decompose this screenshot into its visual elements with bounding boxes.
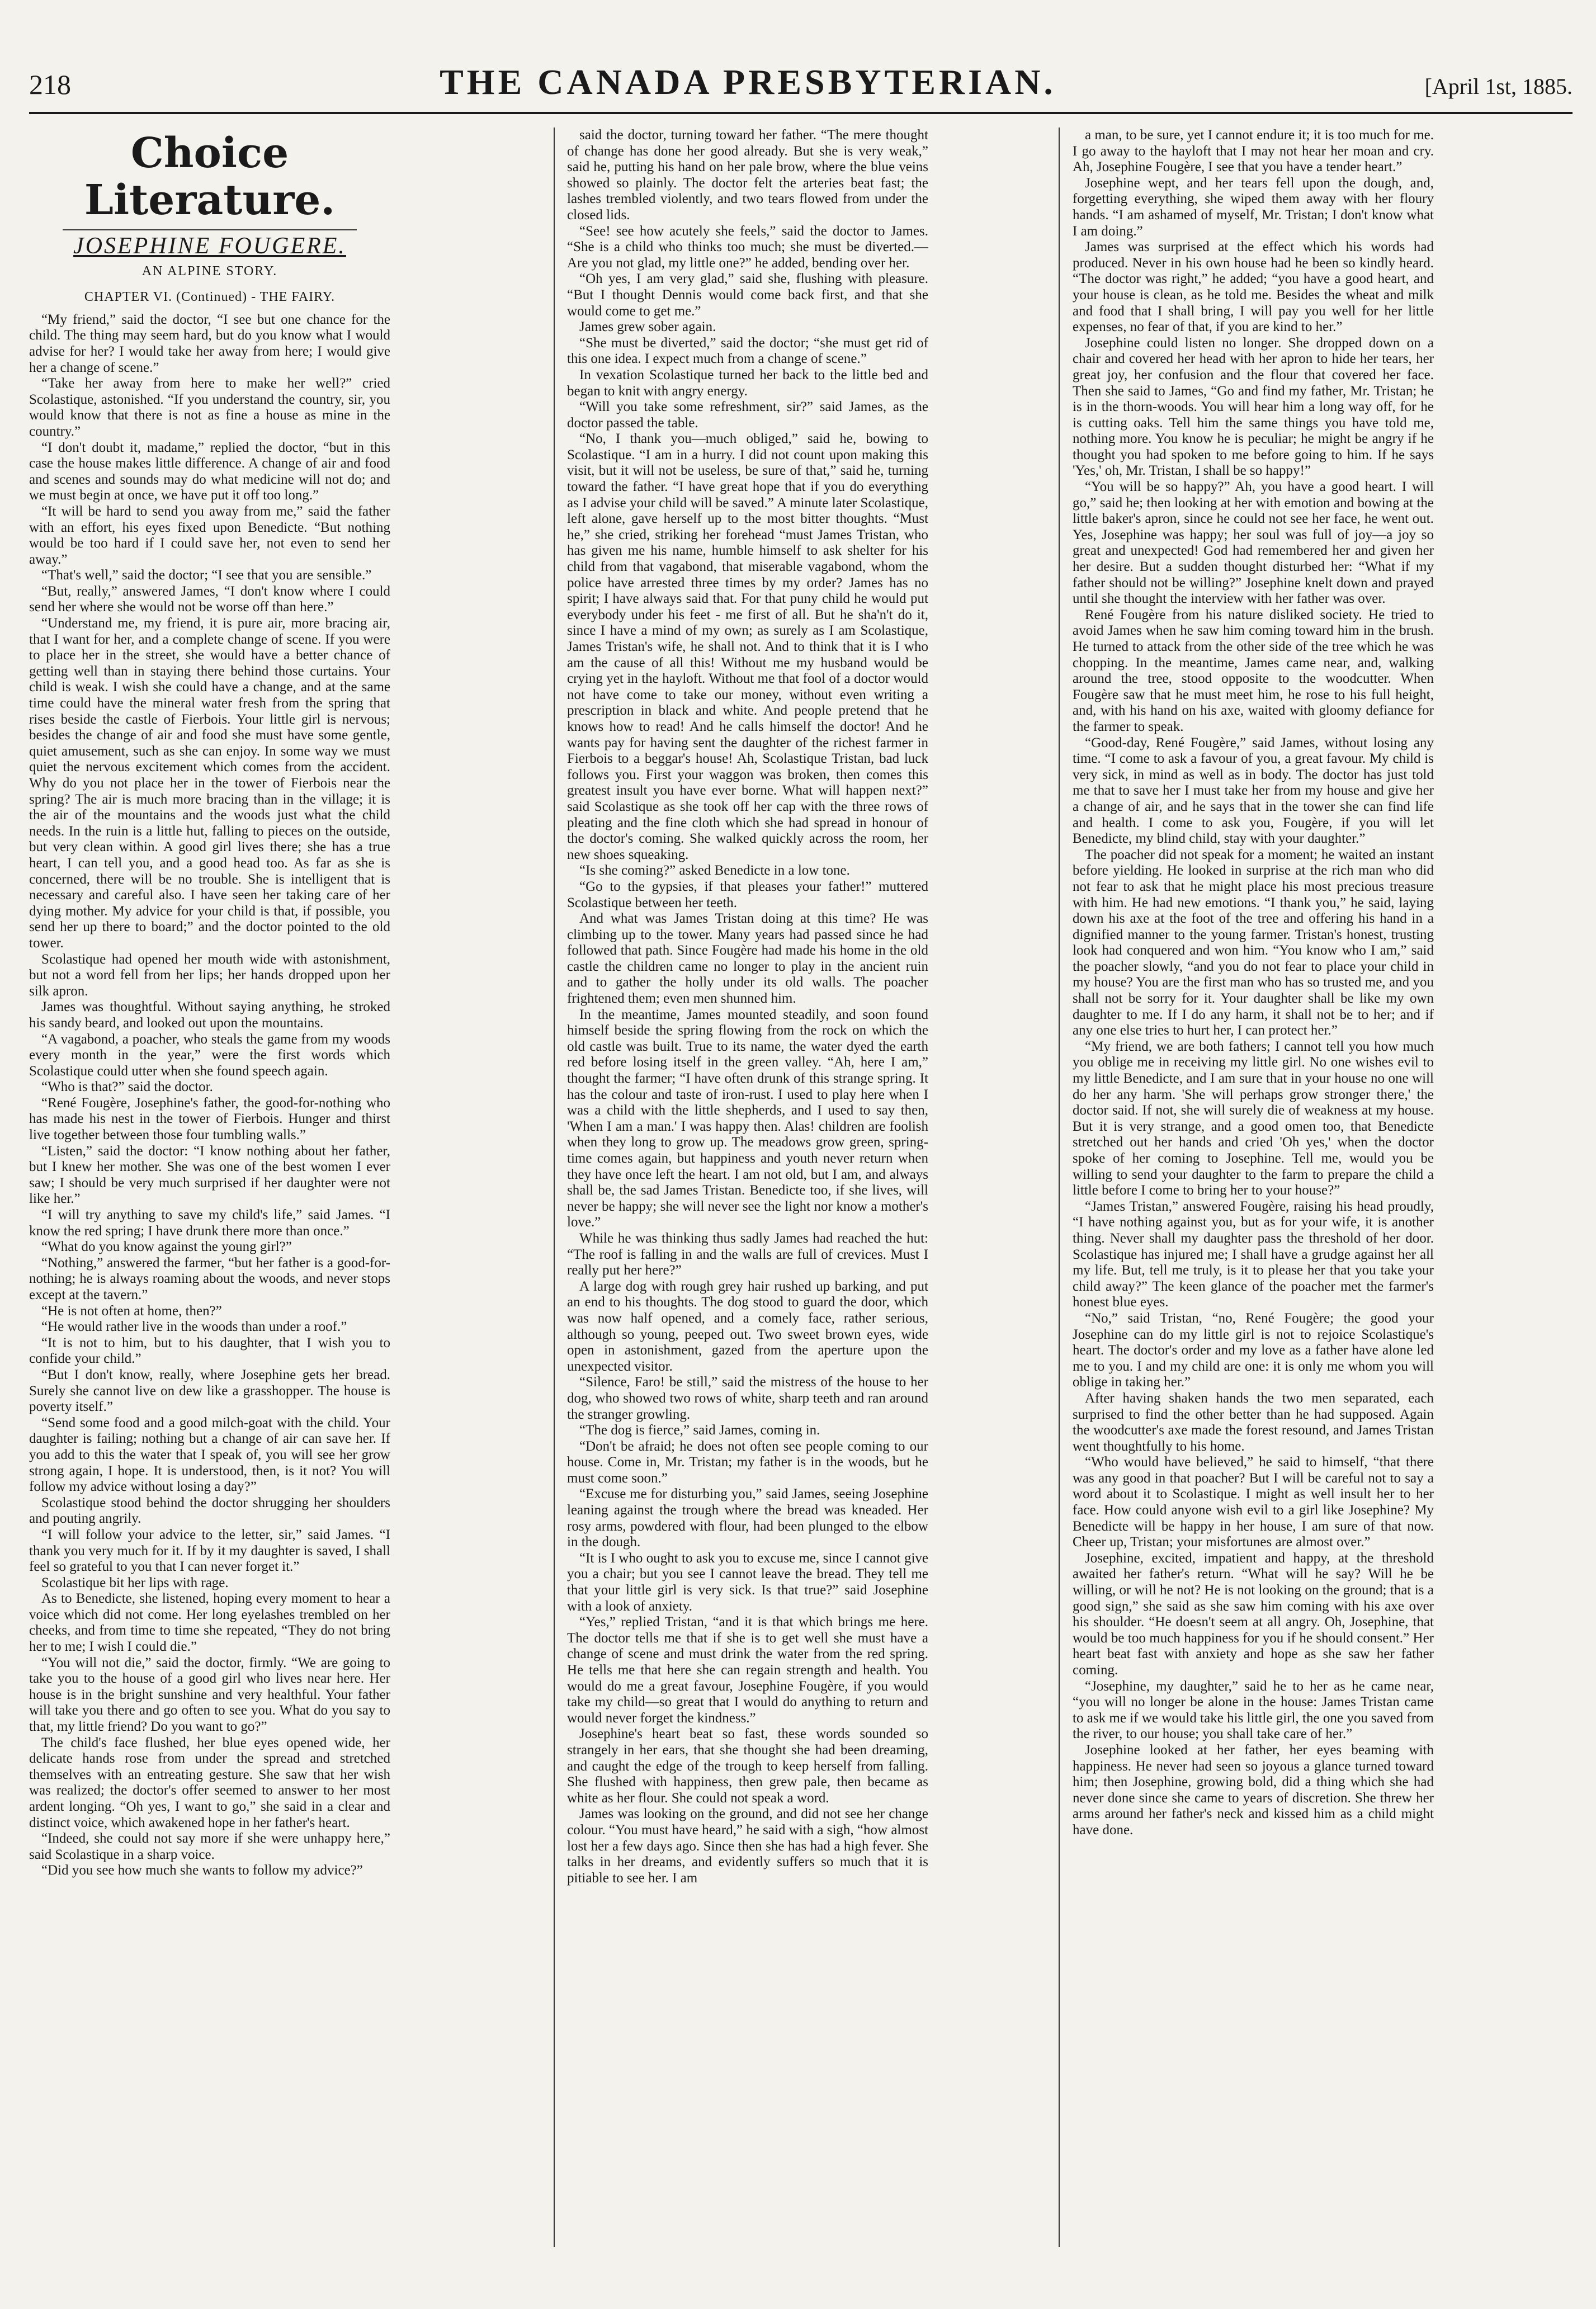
- paragraph: “You will not die,” said the doctor, firmly. “We are going to take you to the house of a good girl who lives near here. Her house is in the bright sunshine and very healthful. Your father will take you there and go often to see you. What do you say to that, my little friend? Do you want to go?”: [29, 1655, 390, 1735]
- paragraph: “I will try anything to save my child's life,” said James. “I know the red spring; I have drunk there more than once.”: [29, 1207, 390, 1239]
- paragraph: “Understand me, my friend, it is pure air, more bracing air, that I want for her, and a complete change of scene. If you were to place her in the street, she would have a better chance of getting well than in staying there behind those curtains. Your child is weak. I wish she could have a change, and at the same time could have the mineral water fresh from the spring that rises beside the castle of Fierbois. Your little girl is nervous; besides the change of air and food she must have some gentle, quiet amusement, such as she can enjoy. In some way we must quiet the nervous excitement which comes from the accident. Why do you not place her in the tower of Fierbois near the spring? The air is much more bracing than in the village; it is the air of the mountains and the woods just what the child needs. In the ruin is a little hut, falling to pieces on the outside, but very clean within. A good girl lives there; she has a true heart, I can tell you, and a good head too. As far as she is concerned, there will be no trouble. She is intelligent that is necessary and careful also. I have seen her taking care of her dying mother. My advice for your child is that, if possible, you send her up there to board;” and the doctor pointed to the old tower.: [29, 616, 390, 951]
- section-title: Choice Literature.: [84, 129, 336, 224]
- paragraph: “Don't be afraid; he does not often see people coming to our house. Come in, Mr. Tristan; my father is in the woods, but he must come soon.”: [567, 1438, 928, 1486]
- column-2: [567, 128, 928, 2247]
- paragraph: “Indeed, she could not say more if she were unhappy here,” said Scolastique in a sharp voice.: [29, 1831, 390, 1862]
- paragraph: “I will follow your advice to the letter, sir,” said James. “I thank you very much for it. If by it my daughter is saved, I shall feel so grateful to you that I can never forget it.”: [29, 1527, 390, 1575]
- paragraph: “My friend,” said the doctor, “I see but one chance for the child. The thing may seem hard, but do you know what I would advise for her? I would take her away from here; I would give her a change of scene.”: [29, 311, 390, 375]
- paragraph: “Oh yes, I am very glad,” said she, flushing with pleasure. “But I thought Dennis would come back first, and that she would come to get me.”: [567, 271, 928, 319]
- paragraph: Josephine could listen no longer. She dropped down on a chair and covered her head with her apron to hide her tears, her great joy, her confusion and the flour that covered her face. Then she said to James, “Go and find my father, Mr. Tristan; he is in the thorn-woods. You will hear him a long way off, for he is cutting oaks. Tell him the same things you have told me, nothing more. You know he is peculiar; he might be angry if he thought you had spoken to me before going to him. If he says 'Yes,' oh, Mr. Tristan, I shall be so happy!”: [1073, 335, 1434, 479]
- column-3-body: [1073, 128, 1434, 1839]
- paragraph: “Good-day, René Fougère,” said James, without losing any time. “I come to ask a favour of you, a great favour. My child is very sick, in mind as well as in body. The doctor has just told me that to save her I must take her from my house and give her a change of air, and he says that in the tower she can find life and health. I come to ask you, Fougère, if you will let Benedicte, my blind child, stay with your daughter.”: [1073, 735, 1434, 847]
- paragraph: “It is not to him, but to his daughter, that I wish you to confide your child.”: [29, 1335, 390, 1367]
- title-rule: [63, 229, 357, 230]
- paragraph: “René Fougère, Josephine's father, the good-for-nothing who has made his nest in the tower of Fierbois. Hunger and thirst live together between those four tumbling walls.”: [29, 1095, 390, 1143]
- paragraph: “Send some food and a good milch-goat with the child. Your daughter is failing; nothing but a change of air can save her. If you add to this the water that I speak of, you will see her grow strong again, I hope. It is understood, then, is it not? You will follow my advice without losing a day?”: [29, 1415, 390, 1495]
- paragraph: “It will be hard to send you away from me,” said the father with an effort, his eyes fixed upon Benedicte. “But nothing would be too hard if I could save her, not even to send her away.”: [29, 503, 390, 567]
- paragraph: “But, really,” answered James, “I don't know where I could send her where she would not be worse off than here.”: [29, 583, 390, 615]
- paragraph: “Take her away from here to make her well?” cried Scolastique, astonished. “If you understand the country, sir, you would know that there is not as fine a house as mine in the country.”: [29, 376, 390, 439]
- paragraph: “Did you see how much she wants to follow my advice?”: [41, 1863, 363, 1878]
- paragraph: “My friend, we are both fathers; I cannot tell you how much you oblige me in receiving my little girl. No one wishes evil to my little Benedicte, and I am sure that in your house no one will do her any harm. 'She will perhaps grow stronger there,' the doctor said. If not, she will surely die of weakness at my house. But it is very strange, and a good omen too, that Benedicte stretched out her hands and cried 'Oh yes,' when the doctor spoke of her coming to Josephine. Tell me, would you be willing to send your daughter to the farm to prepare the child a little before I come to bring her to your house?”: [1073, 1038, 1434, 1198]
- newspaper-title: THE CANADA PRESBYTERIAN.: [440, 62, 1056, 102]
- paragraph: “Josephine, my daughter,” said he to her as he came near, “you will no longer be alone in the house: James Tristan came to ask me if we would take his little girl, the one you saved from the river, to our house; you shall take care of her.”: [1073, 1678, 1434, 1742]
- paragraph: “It is I who ought to ask you to excuse me, since I cannot give you a chair; but you see I cannot leave the bread. They tell me that your little girl is very sick. Is that true?” said Josephine with a look of anxiety.: [567, 1550, 928, 1614]
- paragraph: “A vagabond, a poacher, who steals the game from my woods every month in the year,” were the first words which Scolastique could utter when she found speech again.: [29, 1031, 390, 1079]
- paragraph: René Fougère from his nature disliked society. He tried to avoid James when he saw him coming toward him in the brush. He turned to attack from the other side of the tree which he was chopping. In the meantime, James came near, and, walking around the tree, stood opposite to the woodcutter. When Fougère saw that he must meet him, he rose to his full height, and, with his hand on his axe, waited with gloomy defiance for the farmer to speak.: [1073, 607, 1434, 734]
- paragraph: James grew sober again.: [579, 319, 716, 335]
- paragraph: “You will be so happy?” Ah, you have a good heart. I will go,” said he; then looking at her with emotion and bowing at the little baker's apron, since he could not see her face, he went out. Yes, Josephine was happy; her soul was full of joy—a joy so great and unexpected! God had remembered her and given her her desire. But a sudden thought disturbed her: “What if my father should not be willing?” Josephine knelt down and prayed until she thought the interview with her father was over.: [1073, 479, 1434, 607]
- issue-date: [April 1st, 1885.: [1424, 74, 1573, 99]
- paragraph: Josephine's heart beat so fast, these words sounded so strangely in her ears, that she thought she had been dreaming, and caught the edge of the trough to keep herself from falling. She flushed with happiness, then grew pale, then became as white as her flour. She could not speak a word.: [567, 1726, 928, 1806]
- column-1-body: [29, 312, 390, 1879]
- paragraph: “She must be diverted,” said the doctor; “she must get rid of this one idea. I expect much from a change of scene.”: [567, 335, 928, 367]
- paragraph: “No, I thank you—much obliged,” said he, bowing to Scolastique. “I am in a hurry. I did not count upon making this visit, but it will not be useless, be sure of that,” said he, turning toward the father. “I have great hope that if you do everything as I advise your child will be saved.” A minute later Scolastique, left alone, gave herself up to the most bitter thoughts. “Must he,” she cried, striking her forehead “must James Tristan, who has given me his name, humble himself to ask shelter for his child from that vagabond, that miserable vagabond, whom the police have arrested three times by my order? James has no spirit; I have always said that. For that puny child he would put everybody under his feet - me first of all. But he sha'n't do it, since I have a mind of my own; as surely as I am Scolastique, James Tristan's wife, he shall not. And to think that it is I who am the cause of all this! Without me my husband would be crying yet in the hayloft. Without me that fool of a doctor would not have come to take our money, without even writing a prescription in black and white. And people pretend that he knows how to read! And he calls himself the doctor! And he wants pay for having sent the daughter of the richest farmer in Fierbois to a beggar's house! Ah, Scolastique Tristan, bad luck follows you. First your waggon was broken, then comes this greatest insult you have ever borne. What will happen next?” said Scolastique as she took off her cap with the three rows of pleating and the fine cloth which she had spread in honour of the doctor's coming. She walked quickly across the room, her new shoes squeaking.: [567, 431, 928, 862]
- paragraph: “Excuse me for disturbing you,” said James, seeing Josephine leaning against the trough where the bread was kneaded. Her rosy arms, powdered with flour, had been plunged to the elbow in the dough.: [567, 1486, 928, 1550]
- paragraph: As to Benedicte, she listened, hoping every moment to hear a voice which did not come. Her long eyelashes trembled on her cheeks, and from time to time she repeated, “They do not bring her to me; I wish I could die.”: [29, 1591, 390, 1655]
- paragraph: Josephine, excited, impatient and happy, at the threshold awaited her father's return. “What will he say? Will he be willing, or will he not? He is not looking on the ground; that is a good sign,” she said as she saw him coming with his axe over his shoulder. “He doesn't seem at all angry. Oh, Josephine, that would be too much happiness for you if he should consent.” Her heart beat fast with anxiety and hope as she saw her father coming.: [1073, 1550, 1434, 1678]
- paragraph: In vexation Scolastique turned her back to the little bed and began to knit with angry energy.: [567, 367, 928, 399]
- chapter-heading: CHAPTER VI. (Continued) - THE FAIRY.: [84, 290, 336, 305]
- paragraph: “What do you know against the young girl?”: [41, 1239, 292, 1255]
- paragraph: “No,” said Tristan, “no, René Fougère; the good your Josephine can do my little girl is not to rejoice Scolastique's heart. The doctor's order and my love as a father have alone led me to you. I and my child are one: it is only me whom you will oblige in taking her.”: [1073, 1310, 1434, 1390]
- paragraph: “But I don't know, really, where Josephine gets her bread. Surely she cannot live on dew like a grasshopper. The house is poverty itself.”: [29, 1367, 390, 1415]
- masthead: [29, 62, 1573, 114]
- paragraph: “Silence, Faro! be still,” said the mistress of the house to her dog, who showed two rows of white, sharp teeth and ran around the stranger growling.: [567, 1375, 928, 1422]
- paragraph: “The dog is fierce,” said James, coming in.: [579, 1423, 820, 1438]
- paragraph: Scolastique stood behind the doctor shrugging her shoulders and pouting angrily.: [29, 1495, 390, 1527]
- paragraph: “Is she coming?” asked Benedicte in a low tone.: [579, 863, 850, 879]
- paragraph: In the meantime, James mounted steadily, and soon found himself beside the spring flowing from the rock on which the old castle was built. True to its name, the water dyed the earth red before losing itself in the green valley. “Ah, here I am,” thought the farmer; “I have often drunk of this strange spring. It has the colour and taste of iron-rust. I used to play here when I was a child with the little shepherds, and I used to say then, 'When I am a man.' I was happy then. Alas! children are foolish when they long to grow up. The meadows grow green, spring-time comes again, but happiness and youth never return when they have once left the heart. I am not old, but I am, and always shall be, the sad James Tristan. Benedicte too, if she lives, will never be happy; she will never see the light nor know a mother's love.”: [567, 1007, 928, 1230]
- story-title: JOSEPHINE FOUGERE.: [73, 233, 346, 259]
- column-rule: [554, 128, 555, 2247]
- paragraph: Scolastique had opened her mouth wide with astonishment, but not a word fell from her lips; her hands dropped upon her silk apron.: [29, 951, 390, 999]
- column-2-body: [567, 128, 928, 1886]
- paragraph: a man, to be sure, yet I cannot endure it; it is too much for me. I go away to the hayloft that I may not hear her moan and cry. Ah, Josephine Fougère, I see that you have a tender heart.”: [1073, 128, 1434, 175]
- paragraph: “Go to the gypsies, if that pleases your father!” muttered Scolastique between her teeth.: [567, 879, 928, 910]
- paragraph: “Will you take some refreshment, sir?” said James, as the doctor passed the table.: [567, 399, 928, 431]
- column-1: [29, 128, 390, 2247]
- paragraph: “Nothing,” answered the farmer, “but her father is a good-for-nothing; he is always roaming about the woods, and never stops except at the tavern.”: [29, 1255, 390, 1302]
- paragraph: said the doctor, turning toward her father. “The mere thought of change has done her good already. But she is very weak,” said he, putting his hand on her pale brow, where the blue veins showed so plainly. The doctor felt the arteries beat fast; the lashes trembled violently, and two tears flowed from under the closed lids.: [567, 128, 928, 223]
- story-subtitle: AN ALPINE STORY.: [141, 263, 278, 278]
- paragraph: “He is not often at home, then?”: [41, 1303, 222, 1319]
- paragraph: “Who is that?” said the doctor.: [41, 1079, 213, 1095]
- paragraph: A large dog with rough grey hair rushed up barking, and put an end to his thoughts. The dog stood to guard the door, which was now half opened, and a comely face, rather serious, although so young, peeped out. Two sweet brown eyes, wide open in astonishment, gazed from the aperture upon the unexpected visitor.: [567, 1278, 928, 1374]
- paragraph: Scolastique bit her lips with rage.: [41, 1575, 229, 1590]
- paragraph: After having shaken hands the two men separated, each surprised to find the other better than he had supposed. Again the woodcutter's axe made the forest resound, and James Tristan went thoughtfully to his home.: [1073, 1390, 1434, 1454]
- paragraph: James was surprised at the effect which his words had produced. Never in his own house had he been so kindly heard. “The doctor was right,” he added; “you have a good heart, and your house is clean, as he told me. Besides the wheat and milk and food that I shall bring, I will pay you well for her little expenses, no fear of that, if you are kind to her.”: [1073, 239, 1434, 335]
- paragraph: “I don't doubt it, madame,” replied the doctor, “but in this case the house makes little difference. A change of air and food and scenes and sounds may do what medicine will not do; and we must begin at once, we have put it off too long.”: [29, 440, 390, 503]
- paragraph: “That's well,” said the doctor; “I see that you are sensible.”: [41, 568, 372, 583]
- paragraph: The child's face flushed, her blue eyes opened wide, her delicate hands rose from under the spread and stretched themselves with an entreating gesture. She saw that her wish was realized; the doctor's offer seemed to answer to her most ardent longing. “Oh yes, I want to go,” she said in a clear and distinct voice, which awakened hope in her father's heart.: [29, 1735, 390, 1830]
- paragraph: “Yes,” replied Tristan, “and it is that which brings me here. The doctor tells me that if she is to get well she must have a change of scene and must drink the water from the red spring. He tells me that here she can regain strength and health. You would do me a great favour, Josephine Fougère, if you would take my child—so great that I would do anything to return and would never forget the kindness.”: [567, 1614, 928, 1726]
- paragraph: And what was James Tristan doing at this time? He was climbing up to the tower. Many years had passed since he had followed that path. Since Fougère had made his home in the old castle the children came no longer to play in the ancient ruin and to gather the holly under its old walls. The poacher frightened them; even men shunned him.: [567, 911, 928, 1007]
- column-3: [1073, 128, 1434, 2247]
- page-number: 218: [29, 69, 71, 100]
- paragraph: “James Tristan,” answered Fougère, raising his head proudly, “I have nothing against you, but as for your wife, it is another thing. Never shall my daughter pass the threshold of her door. Scolastique has injured me; I shall have a grudge against her all my life. But, tell me truly, is it to please her that you take your child away?” The keen glance of the poacher met the farmer's honest blue eyes.: [1073, 1198, 1434, 1310]
- paragraph: Josephine looked at her father, her eyes beaming with happiness. He never had seen so joyous a glance turned toward him; then Josephine, growing bold, did a thing which she had never done since she came to years of discretion. She threw her arms around her father's neck and kissed him as a child might have done.: [1073, 1742, 1434, 1838]
- paragraph: “Listen,” said the doctor: “I know nothing about her father, but I knew her mother. She was one of the best women I ever saw; I should be very much surprised if her daughter were not like her.”: [29, 1143, 390, 1207]
- paragraph: “See! see how acutely she feels,” said the doctor to James. “She is a child who thinks too much; she must be diverted.—Are you not glad, my little one?” he added, bending over her.: [567, 223, 928, 271]
- paragraph: While he was thinking thus sadly James had reached the hut: “The roof is falling in and the walls are full of crevices. Must I really put her here?”: [567, 1230, 928, 1278]
- paragraph: Josephine wept, and her tears fell upon the dough, and, forgetting everything, she wiped them away with her floury hands. “I am ashamed of myself, Mr. Tristan; I don't know what I am doing.”: [1073, 175, 1434, 239]
- paragraph: “He would rather live in the woods than under a roof.”: [41, 1319, 347, 1335]
- paragraph: James was looking on the ground, and did not see her change colour. “You must have heard,” he said with a sigh, “how almost lost her a few days ago. Since then she has had a high fever. She talks in her dreams, and evidently suffers so much that it is pitiable to see her. I am: [567, 1806, 928, 1886]
- paragraph: James was thoughtful. Without saying anything, he stroked his sandy beard, and looked out upon the mountains.: [29, 999, 390, 1031]
- paragraph: The poacher did not speak for a moment; he waited an instant before yielding. He looked in surprise at the rich man who did not fear to ask that he might place his most precious treasure with him. He had new emotions. “I thank you,” he said, laying down his axe at the foot of the tree and offering his hand in a dignified manner to the young farmer. Tristan's honest, trusting look had conquered and won him. “You know who I am,” said the poacher slowly, “and you do not fear to place your child in my house? You are the first man who has so trusted me, and you shall not be sorry for it. Your daughter shall be like my own daughter to me. If I do any harm, it shall not be to her; and if any one else tries to hurt her, I can protect her.”: [1073, 847, 1434, 1038]
- paragraph: “Who would have believed,” he said to himself, “that there was any good in that poacher? But I will be careful not to say a word about it to Scolastique. I might as well insult her to her face. How could anyone wish evil to a girl like Josephine? My Benedicte will be happy in her house, I am sure of that now. Cheer up, Tristan; your misfortunes are almost over.”: [1073, 1455, 1434, 1550]
- column-rule: [1059, 128, 1060, 2247]
